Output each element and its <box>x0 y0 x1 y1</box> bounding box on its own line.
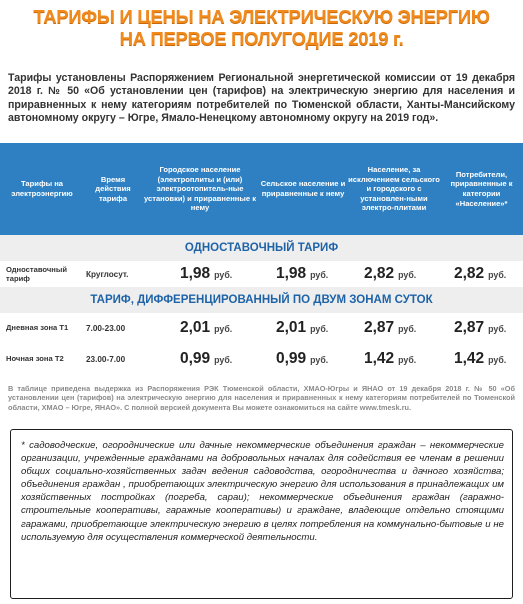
price-value: 2,01 <box>276 319 307 336</box>
price-value: 2,87 <box>454 319 485 336</box>
price-consumers <box>440 319 523 337</box>
table-row <box>0 345 523 373</box>
price-unit: руб. <box>310 324 329 334</box>
footnote-text: * садоводческие, огороднические или дачные некоммерческие объединения граждан – некоммерческие организации, учрежденные гражданами на добровольных началах для содействия ее членам в решении общих социально-хозяйственных задач ведения садоводства, огородничества и дачного хозяйства; объединения граждан , приобретающих электрическую энергию для использования в принадлежащих им хозяйственных постройках (погреба, сараи); некоммерческие объединения граждан (гаражно-строительные кооперативы, гаражные кооперативы) и граждане, владеющие отдельно стоящими гаражами, приобретающие электрическую энергию в целях потребления на коммунально-бытовые и не используемую для осуществления коммерческой деятельности. <box>21 440 504 543</box>
price-value: 2,01 <box>180 319 211 336</box>
section-two-zone-tariff: ТАРИФ, ДИФФЕРЕНЦИРОВАННЫЙ ПО ДВУМ ЗОНАМ СУТОК <box>0 287 523 313</box>
header-rural: Сельское население и приравненные к нему <box>260 179 346 198</box>
price-population <box>348 265 440 283</box>
row-time: Круглосут. <box>86 269 129 279</box>
price-value: 1,42 <box>364 350 395 367</box>
price-unit: руб. <box>398 324 417 334</box>
row-label: Ночная зона Т2 <box>6 354 64 364</box>
row-label: Одноставочный тариф <box>6 264 67 283</box>
row-time: 23.00-7.00 <box>86 354 126 364</box>
price-value: 0,99 <box>180 350 211 367</box>
price-value: 0,99 <box>276 350 307 367</box>
price-unit: руб. <box>310 270 329 280</box>
price-unit: руб. <box>214 324 233 334</box>
row-label: Дневная зона Т1 <box>6 323 69 333</box>
price-rural <box>258 265 348 283</box>
price-rural <box>258 319 348 337</box>
price-consumers <box>440 350 523 368</box>
footnote-box <box>10 429 513 599</box>
price-urban <box>142 319 258 337</box>
page-title <box>0 6 523 50</box>
price-population <box>348 350 440 368</box>
price-unit: руб. <box>214 355 233 365</box>
price-urban <box>142 350 258 368</box>
table-header <box>0 143 523 235</box>
price-unit: руб. <box>488 324 507 334</box>
section-single-tariff: ОДНОСТАВОЧНЫЙ ТАРИФ <box>0 235 523 261</box>
header-population: Население, за исключением сельского и городского с установлен-ными электро-плитами <box>348 165 440 213</box>
price-unit: руб. <box>488 270 507 280</box>
price-value: 2,82 <box>454 265 485 282</box>
price-unit: руб. <box>488 355 507 365</box>
price-urban <box>142 265 258 283</box>
header-urban: Городское население (электроплиты и (или) электроотопитель-ные установки) и приравненные к нему <box>143 165 256 213</box>
price-unit: руб. <box>398 270 417 280</box>
header-consumers: Потребители, приравненные к категории «Население»* <box>450 169 513 208</box>
title-line-2: НА ПЕРВОЕ ПОЛУГОДИЕ 2019 г. <box>119 28 404 49</box>
price-value: 2,87 <box>364 319 395 336</box>
price-unit: руб. <box>310 355 329 365</box>
header-time: Время действия тарифа <box>95 174 131 203</box>
row-time: 7.00-23.00 <box>86 323 126 333</box>
table-row <box>0 259 523 289</box>
source-note: В таблице приведена выдержка из Распоряжения РЭК Тюменской области, ХМАО-Югры и ЯНАО от 19 декабря 2018 г. № 50 «Об установлении цен (тарифов) на электрическую энергию для населения и приравненных к нему категориям потребителей по Тюменской области, ХМАО – Югре, ЯНАО». С полной версией документа Вы можете ознакомиться на сайте www.tmesk.ru. <box>8 384 515 412</box>
price-value: 1,98 <box>276 265 307 282</box>
title-line-1: ТАРИФЫ И ЦЕНЫ НА ЭЛЕКТРИЧЕСКУЮ ЭНЕРГИЮ <box>33 6 490 27</box>
price-value: 1,42 <box>454 350 485 367</box>
price-value: 1,98 <box>180 265 211 282</box>
intro-paragraph: Тарифы установлены Распоряжением Региональной энергетической комиссии от 19 декабря 2018 г. № 50 «Об установлении цен (тарифов) на электрическую энергию для населения и приравненных к нему категориям потребителей по Тюменской области, Ханты-Мансийскому автономному округу – Югре, Ямало-Ненецкому автономному округу на 2019 год». <box>8 72 515 125</box>
price-unit: руб. <box>214 270 233 280</box>
price-consumers <box>440 265 523 283</box>
header-tariff: Тарифы на электроэнергию <box>11 179 73 198</box>
price-rural <box>258 350 348 368</box>
price-population <box>348 319 440 337</box>
price-value: 2,82 <box>364 265 395 282</box>
table-row <box>0 314 523 342</box>
price-unit: руб. <box>398 355 417 365</box>
